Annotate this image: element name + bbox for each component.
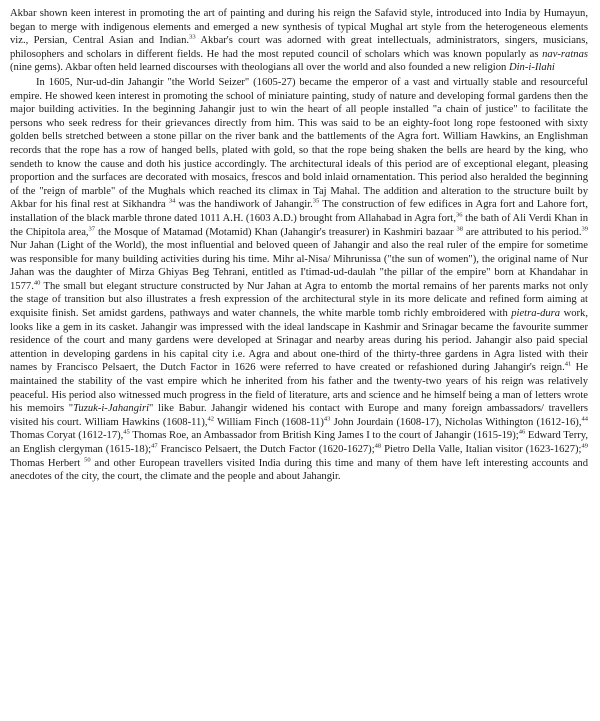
- text-run: are attributed to his period.: [462, 226, 582, 238]
- text-run: He maintained the stability of the vast empire which he inherited from his father and the twenty-two years of his reign was relatively peaceful. His period also witnessed much progress in the field of literature, arts and science and he himself being a man of letters wrote his memoirs ": [10, 362, 588, 415]
- footnote-ref: 49: [581, 442, 588, 450]
- text-run: Pietro Della Valle, Italian visitor (1623-1627);: [381, 444, 582, 455]
- paragraph-jahangir: [10, 76, 588, 484]
- text-run: (nine gems). Akbar often held learned discourses with theologians all over the world and also founded a new religion: [10, 62, 509, 74]
- italic-term: pietra-dura: [511, 308, 561, 320]
- italic-term: Tuzuk-i-Jahangiri: [73, 403, 150, 415]
- footnote-ref: 46: [518, 428, 526, 436]
- text-run: In 1605, Nur-ud-din Jahangir "the World Seizer" (1605-27) became the emperor of a vast and virtually stable and resourceful empire. He showed keen interest in promoting the school of miniature painting, study of nature and developing formal gardens then the major building activities. In the beginning Jahangir just to win the heart of all people installed "a chain of justice" to facilitate the persons who seek redress for their grievances directly from him. This was said to be an eighty-foot long rope festooned with sixty golden bells stretched between a stone pillar on the river bank and the battlements of the Agra fort. William Hawkins, an Englishman records that the rope has a row of hanged bells, plated with gold, so that the rope being shaken the bells are heard by the king, who sendeth to know the cause and doth his justice accordingly. The architectural ideals of this period are of exceptional elegant, pleasing proportion and the surfaces are decorated with mosaics, frescos and bold inlaid ornamentation. This period also heralded the beginning of the "reign of marble" of the Mughals which reached its climax in Taj Mahal. The addition and alteration to the structure built by Akbar for his final rest at Sikhandra: [10, 76, 588, 211]
- text-run: Akbar shown keen interest in promoting the art of painting and during his reign the Safavid style, introduced into India by Humayun, began to merge with indigenous elements and emerged a new synthesis of typical Mughal art style from the heterogeneous elements viz., Persian, Central Asian and Indian.: [10, 8, 588, 47]
- text-run: and other European travellers visited India during this time and many of them have left interesting accounts and anecdotes of the city, the court, the climate and the people and about Jahangir.: [10, 457, 588, 483]
- footnote-ref: 45: [123, 428, 130, 436]
- text-run: The small but elegant structure constructed by Nur Jahan at Agra to entomb the mortal remains of her parents marks not only the stage of transition but also illustrates a fresh expression of the architectural style in its more delicate and refined form aiming at exquisite finish. Set amidst gardens, pathways and water channels, the white marble tomb richly embroidered with: [10, 280, 588, 320]
- text-run: work, looks like a gem in its casket. Jahangir was impressed with the ideal landscape in Kashmir and Srinagar became the favourite summer residence of the court and many gardens were developed at Srinagar and nearby areas during his period. Jahangir also paid special attention in developing gardens in his capital city i.e. Agra and about one-third of the thirty-three gardens in Agra listed with their names by Francisco Pelsaert, the Dutch Factor in 1626 were referred to have created or refashioned during Jahangir's reign.: [10, 308, 588, 374]
- text-run: The construction of few edifices in Agra fort and Lahore fort, installation of the black marble throne dated 1011 A.H. (1603 A.D.) brought from Allahabad in Agra fort,: [10, 199, 589, 224]
- text-run: was the handiwork of Jahangir.: [175, 199, 313, 211]
- footnote-ref: 44: [581, 415, 588, 423]
- footnote-ref: 36: [456, 211, 463, 219]
- text-run: William Finch (1608-11): [214, 416, 324, 428]
- footnote-ref: 43: [323, 415, 331, 423]
- text-run: Nur Jahan (Light of the World), the most influential and beloved queen of Jahangir and also the real ruler of the empire for sometime was responsible for many building activities during his time. Mihr al-Nisa/ Mihrunissa ("the sun of women"), the original name of Nur Jahan was the daughter of Mirza Ghiyas Beg Tehrani, entitled as I'timad-ud-daulah "the pillar of the empire" born at Khandahar in 1577.: [10, 240, 588, 292]
- italic-term: Din-i-Ilahi: [508, 62, 555, 74]
- text-run: Thomas Coryat (1612-17),: [10, 430, 124, 442]
- footnote-ref: 40: [33, 279, 41, 287]
- text-run: John Jourdain (1608-17), Nicholas Withington (1612-16),: [330, 416, 582, 428]
- text-run: Francisco Pelsaert, the Dutch Factor (1620-1627);: [157, 444, 375, 455]
- text-run: the Mosque of Matamad (Motamid) Khan (Jahangir's treasurer) in Kashmiri bazaar: [95, 226, 457, 238]
- text-run: Thomas Herbert: [10, 457, 85, 469]
- text-run: Thomas Roe, an Ambassador from British King James I to the court of Jahangir (1615-19);: [129, 430, 519, 442]
- footnote-ref: 38: [456, 224, 463, 232]
- footnote-ref: 48: [374, 442, 382, 450]
- footnote-ref: 50: [84, 456, 91, 464]
- footnote-ref: 42: [207, 415, 214, 423]
- footnote-ref: 41: [564, 360, 572, 368]
- italic-term: nav-ratnas: [542, 48, 588, 60]
- footnote-ref: 39: [581, 224, 588, 232]
- footnote-ref: 34: [168, 197, 176, 205]
- paragraph-akbar: [10, 7, 588, 75]
- footnote-ref: 37: [88, 224, 96, 232]
- footnote-ref: 33: [189, 33, 196, 41]
- text-run: Akbar's court was adorned with great intellectuals, administrators, singers, musicians, philosophers and scholars in different fields. He had the most reputed council of scholars which was known popularly as: [10, 35, 588, 60]
- footnote-ref: 47: [151, 442, 158, 450]
- footnote-ref: 35: [312, 197, 320, 205]
- text-run: Edward Terry, an English clergyman (1615-18);: [10, 430, 589, 455]
- text-run: " like Babur. Jahangir widened his contact with Europe and many foreign ambassadors/ travellers visited his court. William Hawkins (1608-11),: [10, 403, 588, 428]
- text-run: the bath of Ali Verdi Khan in the Chipitola area,: [10, 212, 588, 238]
- document-page: [10, 7, 588, 485]
